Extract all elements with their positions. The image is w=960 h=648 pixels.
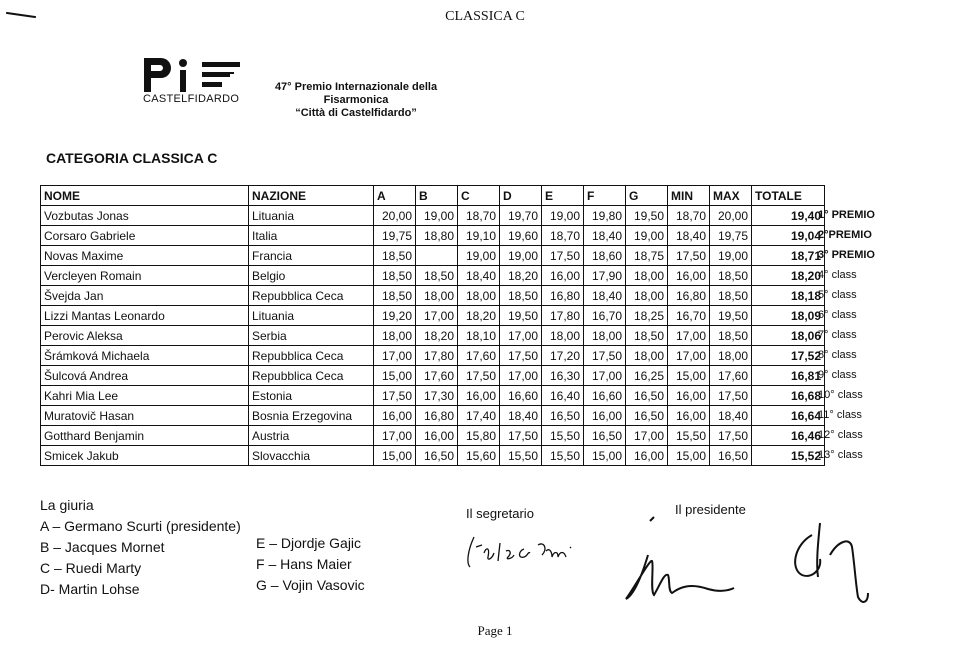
table-row (41, 426, 825, 446)
jury-title: La giuria (40, 497, 94, 513)
judge-score: 17,50 (584, 346, 626, 366)
participant-nation: Belgio (249, 266, 374, 286)
judge-score: 17,50 (500, 346, 542, 366)
judge-score: 18,20 (500, 266, 542, 286)
col-header: D (500, 186, 542, 206)
participant-name: Muratovič Hasan (41, 406, 249, 426)
col-header: TOTALE (752, 186, 825, 206)
placement-label: 9° class (818, 369, 857, 381)
judge-score: 18,80 (416, 226, 458, 246)
judge-score: 15,50 (542, 426, 584, 446)
jury-member: E – Djordje Gajic (256, 535, 362, 551)
event-title (264, 81, 448, 120)
col-header: MIN (668, 186, 710, 206)
judge-score: 15,00 (374, 366, 416, 386)
judge-score: 18,50 (500, 286, 542, 306)
judge-score: 16,80 (542, 286, 584, 306)
judge-score: 17,60 (416, 366, 458, 386)
judge-score: 16,70 (668, 306, 710, 326)
judge-score: 18,40 (668, 226, 710, 246)
judge-score: 15,50 (500, 446, 542, 466)
judge-score: 18,75 (626, 246, 668, 266)
jury-member: F – Hans Maier (256, 556, 352, 572)
judge-score: 18,25 (626, 306, 668, 326)
president-signature (598, 515, 918, 615)
judge-score: 18,40 (584, 226, 626, 246)
jury-block (40, 495, 241, 600)
judge-score: 17,50 (458, 366, 500, 386)
judge-score: 19,75 (710, 226, 752, 246)
judge-score: 16,00 (584, 406, 626, 426)
placement-label: 6° class (818, 309, 857, 321)
total-score: 15,52 (752, 446, 825, 466)
total-score: 18,20 (752, 266, 825, 286)
judge-score: 18,70 (542, 226, 584, 246)
table-row (41, 406, 825, 426)
col-header: G (626, 186, 668, 206)
participant-nation: Repubblica Ceca (249, 346, 374, 366)
placement-label: 4° class (818, 269, 857, 281)
judge-score: 16,30 (542, 366, 584, 386)
table-row (41, 446, 825, 466)
judge-score: 18,50 (374, 246, 416, 266)
judge-score: 15,60 (458, 446, 500, 466)
judge-score: 18,40 (458, 266, 500, 286)
judge-score: 16,50 (710, 446, 752, 466)
judge-score: 16,80 (416, 406, 458, 426)
participant-name: Perovic Aleksa (41, 326, 249, 346)
judge-score: 18,50 (374, 266, 416, 286)
judge-score: 17,00 (668, 326, 710, 346)
judge-score: 17,50 (710, 426, 752, 446)
participant-name: Novas Maxime (41, 246, 249, 266)
judge-score: 18,40 (584, 286, 626, 306)
judge-score: 16,50 (626, 406, 668, 426)
participant-name: Vercleyen Romain (41, 266, 249, 286)
judge-score: 18,50 (710, 326, 752, 346)
placement-label: 2°PREMIO (818, 229, 872, 241)
total-score: 18,18 (752, 286, 825, 306)
participant-nation: Austria (249, 426, 374, 446)
participant-nation: Francia (249, 246, 374, 266)
participant-name: Kahri Mia Lee (41, 386, 249, 406)
page-footer: Page 1 (477, 623, 513, 638)
judge-score: 18,40 (500, 406, 542, 426)
table-row (41, 206, 825, 226)
judge-score: 18,00 (710, 346, 752, 366)
judge-score: 16,50 (626, 386, 668, 406)
judge-score: 17,80 (542, 306, 584, 326)
jury-member: C – Ruedi Marty (40, 560, 142, 576)
placement-label: 11° class (818, 409, 862, 421)
judge-score: 18,00 (542, 326, 584, 346)
participant-name: Šulcová Andrea (41, 366, 249, 386)
judge-score: 17,90 (584, 266, 626, 286)
judge-score: 16,60 (500, 386, 542, 406)
judge-score: 17,60 (458, 346, 500, 366)
judge-score: 19,80 (584, 206, 626, 226)
judge-score: 18,10 (458, 326, 500, 346)
judge-score: 16,00 (458, 386, 500, 406)
judge-score: 17,60 (710, 366, 752, 386)
col-header: NOME (41, 186, 249, 206)
judge-score: 17,50 (542, 246, 584, 266)
document-header: CLASSICA C (445, 9, 525, 24)
judge-score: 15,00 (668, 446, 710, 466)
judge-score: 19,00 (710, 246, 752, 266)
table-row (41, 226, 825, 246)
participant-nation: Lituania (249, 206, 374, 226)
judge-score: 19,00 (626, 226, 668, 246)
participant-nation: Estonia (249, 386, 374, 406)
judge-score: 17,00 (500, 326, 542, 346)
judge-score: 19,10 (458, 226, 500, 246)
total-score: 19,04 (752, 226, 825, 246)
judge-score: 18,50 (710, 266, 752, 286)
jury-member: A – Germano Scurti (presidente) (40, 518, 241, 534)
participant-nation: Serbia (249, 326, 374, 346)
judge-score: 17,00 (584, 366, 626, 386)
table-row (41, 246, 825, 266)
judge-score: 19,00 (416, 206, 458, 226)
participant-nation: Italia (249, 226, 374, 246)
judge-score: 17,40 (458, 406, 500, 426)
col-header: NAZIONE (249, 186, 374, 206)
participant-nation: Repubblica Ceca (249, 366, 374, 386)
judge-score: 18,00 (374, 326, 416, 346)
judge-score: 18,50 (374, 286, 416, 306)
judge-score: 17,50 (668, 246, 710, 266)
judge-score: 15,50 (542, 446, 584, 466)
judge-score: 16,00 (626, 446, 668, 466)
participant-name: Lizzi Mantas Leonardo (41, 306, 249, 326)
participant-name: Gotthard Benjamin (41, 426, 249, 446)
judge-score: 20,00 (710, 206, 752, 226)
participant-nation: Bosnia Erzegovina (249, 406, 374, 426)
jury-member: D- Martin Lohse (40, 581, 140, 597)
judge-score: 18,00 (626, 346, 668, 366)
col-header: E (542, 186, 584, 206)
secretary-label: Il segretario (466, 506, 534, 521)
total-score: 16,81 (752, 366, 825, 386)
table-row (41, 266, 825, 286)
judge-score: 16,40 (542, 386, 584, 406)
judge-score: 17,00 (374, 426, 416, 446)
judge-score: 16,25 (626, 366, 668, 386)
table-row (41, 366, 825, 386)
judge-score: 17,00 (668, 346, 710, 366)
judge-score (416, 246, 458, 266)
judge-score: 17,00 (374, 346, 416, 366)
total-score: 16,64 (752, 406, 825, 426)
judge-score: 16,50 (416, 446, 458, 466)
judge-score: 18,00 (584, 326, 626, 346)
judge-score: 15,80 (458, 426, 500, 446)
judge-score: 19,75 (374, 226, 416, 246)
jury-block-2 (256, 533, 365, 596)
participant-nation: Repubblica Ceca (249, 286, 374, 306)
placement-label: 13° class (818, 449, 863, 461)
table-row (41, 306, 825, 326)
table-row (41, 386, 825, 406)
judge-score: 16,80 (668, 286, 710, 306)
judge-score: 16,50 (584, 426, 626, 446)
col-header: F (584, 186, 626, 206)
total-score: 16,68 (752, 386, 825, 406)
placement-label: 8° class (818, 349, 857, 361)
judge-score: 17,00 (416, 306, 458, 326)
judge-score: 16,70 (584, 306, 626, 326)
placement-label: 10° class (818, 389, 863, 401)
judge-score: 19,00 (500, 246, 542, 266)
table-row (41, 346, 825, 366)
judge-score: 17,50 (374, 386, 416, 406)
judge-score: 15,50 (668, 426, 710, 446)
participant-name: Vozbutas Jonas (41, 206, 249, 226)
judge-score: 18,50 (626, 326, 668, 346)
participant-name: Šrámková Michaela (41, 346, 249, 366)
table-header-row (41, 186, 825, 206)
judge-score: 19,50 (710, 306, 752, 326)
judge-score: 17,50 (500, 426, 542, 446)
judge-score: 18,40 (710, 406, 752, 426)
judge-score: 15,00 (668, 366, 710, 386)
col-header: MAX (710, 186, 752, 206)
judge-score: 18,00 (626, 266, 668, 286)
jury-member: G – Vojin Vasovic (256, 577, 365, 593)
results-table (40, 185, 825, 466)
placement-label: 7° class (818, 329, 857, 341)
participant-name: Smicek Jakub (41, 446, 249, 466)
judge-score: 16,50 (542, 406, 584, 426)
judge-score: 18,20 (416, 326, 458, 346)
jury-member: B – Jacques Mornet (40, 539, 165, 555)
logo-caption: CASTELFIDARDO (143, 93, 240, 105)
judge-score: 17,30 (416, 386, 458, 406)
category-title: CATEGORIA CLASSICA C (46, 150, 218, 166)
judge-score: 17,50 (710, 386, 752, 406)
judge-score: 18,50 (416, 266, 458, 286)
placement-label: 3° PREMIO (818, 249, 875, 261)
secretary-signature (462, 525, 582, 575)
participant-nation: Lituania (249, 306, 374, 326)
table-row (41, 326, 825, 346)
judge-score: 17,00 (500, 366, 542, 386)
total-score: 17,52 (752, 346, 825, 366)
judge-score: 18,70 (458, 206, 500, 226)
placement-label: 1° PREMIO (818, 209, 875, 221)
judge-score: 16,60 (584, 386, 626, 406)
judge-score: 19,00 (458, 246, 500, 266)
judge-score: 19,60 (500, 226, 542, 246)
participant-name: Corsaro Gabriele (41, 226, 249, 246)
judge-score: 18,20 (458, 306, 500, 326)
judge-score: 18,00 (416, 286, 458, 306)
total-score: 16,46 (752, 426, 825, 446)
total-score: 18,71 (752, 246, 825, 266)
event-line-2: Fisarmonica (323, 94, 389, 106)
total-score: 18,06 (752, 326, 825, 346)
table-row (41, 286, 825, 306)
judge-score: 20,00 (374, 206, 416, 226)
judge-score: 16,00 (668, 386, 710, 406)
judge-score: 15,00 (584, 446, 626, 466)
judge-score: 17,20 (542, 346, 584, 366)
col-header: B (416, 186, 458, 206)
judge-score: 16,00 (416, 426, 458, 446)
judge-score: 16,00 (668, 266, 710, 286)
participant-name: Švejda Jan (41, 286, 249, 306)
placement-label: 12° class (818, 429, 863, 441)
judge-score: 18,70 (668, 206, 710, 226)
placements-column (818, 207, 875, 467)
total-score: 18,09 (752, 306, 825, 326)
judge-score: 19,50 (626, 206, 668, 226)
judge-score: 19,20 (374, 306, 416, 326)
participant-nation: Slovacchia (249, 446, 374, 466)
judge-score: 16,00 (374, 406, 416, 426)
judge-score: 19,50 (500, 306, 542, 326)
total-score: 19,40 (752, 206, 825, 226)
president-label: Il presidente (675, 502, 746, 517)
judge-score: 16,00 (668, 406, 710, 426)
judge-score: 19,00 (542, 206, 584, 226)
judge-score: 18,60 (584, 246, 626, 266)
col-header: A (374, 186, 416, 206)
judge-score: 18,50 (710, 286, 752, 306)
event-line-3: “Città di Castelfidardo” (295, 107, 417, 119)
judge-score: 16,00 (542, 266, 584, 286)
event-line-1: 47° Premio Internazionale della (274, 81, 438, 93)
judge-score: 18,00 (626, 286, 668, 306)
col-header: C (458, 186, 500, 206)
judge-score: 17,80 (416, 346, 458, 366)
judge-score: 19,70 (500, 206, 542, 226)
judge-score: 17,00 (626, 426, 668, 446)
placement-label: 5° class (818, 289, 857, 301)
judge-score: 18,00 (458, 286, 500, 306)
judge-score: 15,00 (374, 446, 416, 466)
